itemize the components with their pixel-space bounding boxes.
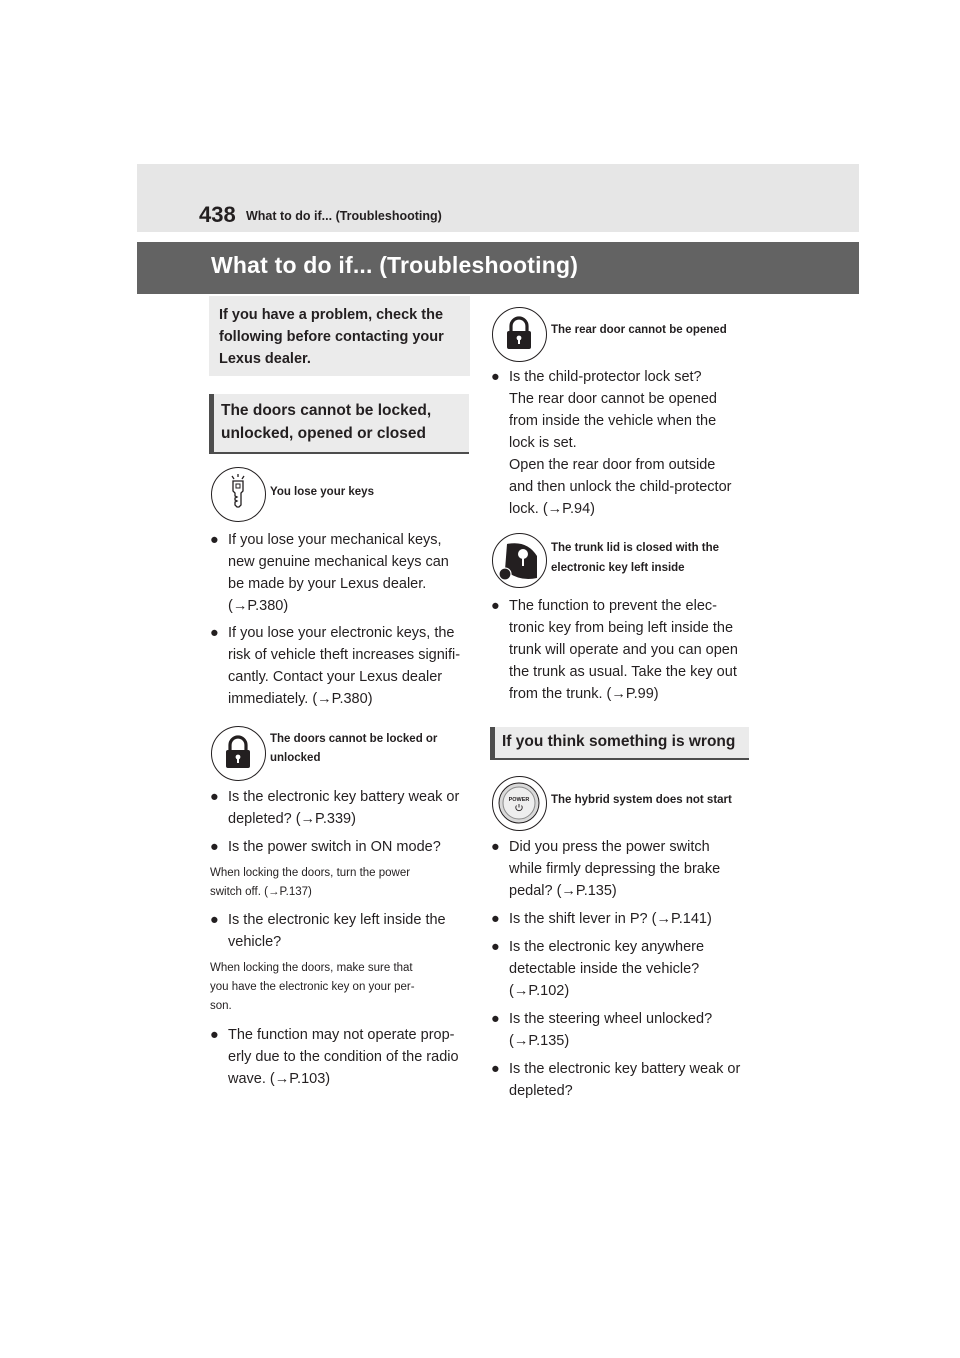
subsection-title: The rear door cannot be opened [551, 324, 727, 336]
bullet-line: the trunk as usual. Take the key out [509, 664, 737, 680]
bullet-line: Open the rear door from outside [509, 457, 716, 473]
bullet-line: pedal? (→P.135) [509, 883, 617, 899]
bullet-line: detectable inside the vehicle? [509, 961, 700, 977]
bullet-line: wave. (→P.103) [228, 1071, 331, 1087]
bullet-line: lock is set. [509, 435, 577, 451]
section-heading-doors [209, 394, 469, 454]
bullet-line: depleted? [509, 1083, 573, 1099]
bullet-line: new genuine mechanical keys can [228, 554, 449, 570]
bullet-line: Is the electronic key left inside the [228, 912, 446, 928]
bullet-line: The function to prevent the elec- [509, 598, 717, 614]
bullet-line: (→P.380) [228, 598, 289, 614]
bullet-line: lock. (→P.94) [509, 501, 595, 517]
list-item: ● If you lose your mechanical keys, new genuine mechanical keys can be made by your Lexus dealer. (→P.380) [210, 529, 475, 617]
bullet-line: and then unlock the child-protector [509, 479, 732, 495]
running-head: What to do if... (Troubleshooting) [246, 209, 442, 223]
intro-box [209, 296, 470, 376]
list-item: ● If you lose your electronic keys, the risk of vehicle theft increases signifi- cantly. Contact your Lexus dealer immediately. (→P.380) [210, 622, 475, 710]
lock-icon [492, 307, 547, 362]
power-label: POWER [508, 797, 530, 803]
bullet-line: while firmly depressing the brake [509, 861, 721, 877]
note [210, 864, 410, 902]
list-item: ● Is the shift lever in P? (→P.141) [491, 908, 756, 930]
bullet-line: tronic key from being left inside the [509, 620, 734, 636]
subsection-title: electronic key left inside [551, 562, 685, 574]
bullet-line: depleted? (→P.339) [228, 811, 356, 827]
bullet-line: Is the child-protector lock set? [509, 369, 702, 385]
section-heading-line: The doors cannot be locked, [221, 402, 432, 419]
bullet-line: The function may not operate prop- [228, 1027, 455, 1043]
list-item: ● Did you press the power switch while firmly depressing the brake pedal? (→P.135) [491, 836, 756, 902]
key-icon [211, 467, 266, 522]
bullet-line: Did you press the power switch [509, 839, 710, 855]
note [210, 959, 415, 1016]
bullet-line: immediately. (→P.380) [228, 691, 373, 707]
bullet-line: (→P.135) [509, 1033, 570, 1049]
intro-text: If you have a problem, check the following before contacting your Lexus dealer. [219, 307, 444, 367]
list-item: ● The function may not operate prop- erly due to the condition of the radio wave. (→P.103) [210, 1024, 475, 1090]
bullet-line: from the trunk. (→P.99) [509, 686, 659, 702]
list-item: ● Is the electronic key battery weak or depleted? [491, 1058, 756, 1102]
bullet-line: Is the electronic key battery weak or [509, 1061, 741, 1077]
page-number: 438 [199, 202, 236, 227]
note-line: When locking the doors, turn the power [210, 867, 411, 879]
bullet-line: The rear door cannot be opened [509, 391, 717, 407]
list-item: ● Is the electronic key battery weak or depleted? (→P.339) [210, 786, 475, 830]
list-item: ● Is the steering wheel unlocked? (→P.135) [491, 1008, 756, 1052]
bullet-line: Is the electronic key anywhere [509, 939, 705, 955]
bullet-line: If you lose your mechanical keys, [228, 532, 442, 548]
section-heading-line: If you think something is wrong [502, 733, 736, 750]
bullet-line: Is the steering wheel unlocked? [509, 1011, 713, 1027]
note-line: son. [210, 1000, 232, 1012]
list-item: ● The function to prevent the elec- tronic key from being left inside the trunk will operate and you can open the trunk as usual. Take the key out from the trunk. (→P.99) [491, 595, 756, 705]
power-button-icon [492, 776, 547, 831]
subsection-title: The doors cannot be locked or [270, 733, 438, 745]
list-item: ● Is the power switch in ON mode? [210, 836, 475, 858]
list-item: ● Is the child-protector lock set? The rear door cannot be opened from inside the vehicle when the lock is set. Open the rear door from outside and then unlock the child-protector lock. (→P.94) [491, 366, 756, 520]
bullet-line: cantly. Contact your Lexus dealer [228, 669, 443, 685]
page-title: What to do if... (Troubleshooting) [211, 252, 579, 278]
section-heading-line: unlocked, opened or closed [221, 425, 426, 442]
list-item: ● Is the electronic key left inside the vehicle? [210, 909, 475, 953]
bullet-line: If you lose your electronic keys, the [228, 625, 455, 641]
subsection-title: unlocked [270, 752, 321, 764]
note-line: When locking the doors, make sure that [210, 962, 413, 974]
bullet-line: Is the shift lever in P? (→P.141) [509, 911, 712, 927]
bullet-line: vehicle? [228, 934, 282, 950]
note-line: you have the electronic key on your per- [210, 981, 415, 993]
bullet-line: Is the power switch in ON mode? [228, 839, 441, 855]
bullet-line: (→P.102) [509, 983, 570, 999]
section-heading-wrong [490, 727, 749, 760]
bullet-line: be made by your Lexus dealer. [228, 576, 427, 592]
bullet-line: from inside the vehicle when the [509, 413, 717, 429]
note-line: switch off. (→P.137) [210, 886, 312, 898]
subsection-title: You lose your keys [270, 486, 374, 498]
bullet-line: risk of vehicle theft increases signifi- [228, 647, 461, 663]
subsection-title: The hybrid system does not start [551, 794, 732, 806]
bullet-line: trunk will operate and you can open [509, 642, 738, 658]
trunk-key-icon [492, 533, 547, 588]
list-item: ● Is the electronic key anywhere detectable inside the vehicle? (→P.102) [491, 936, 756, 1002]
bullet-line: Is the electronic key battery weak or [228, 789, 460, 805]
bullet-line: erly due to the condition of the radio [228, 1049, 459, 1065]
subsection-title: The trunk lid is closed with the [551, 542, 720, 554]
lock-icon [211, 726, 266, 781]
